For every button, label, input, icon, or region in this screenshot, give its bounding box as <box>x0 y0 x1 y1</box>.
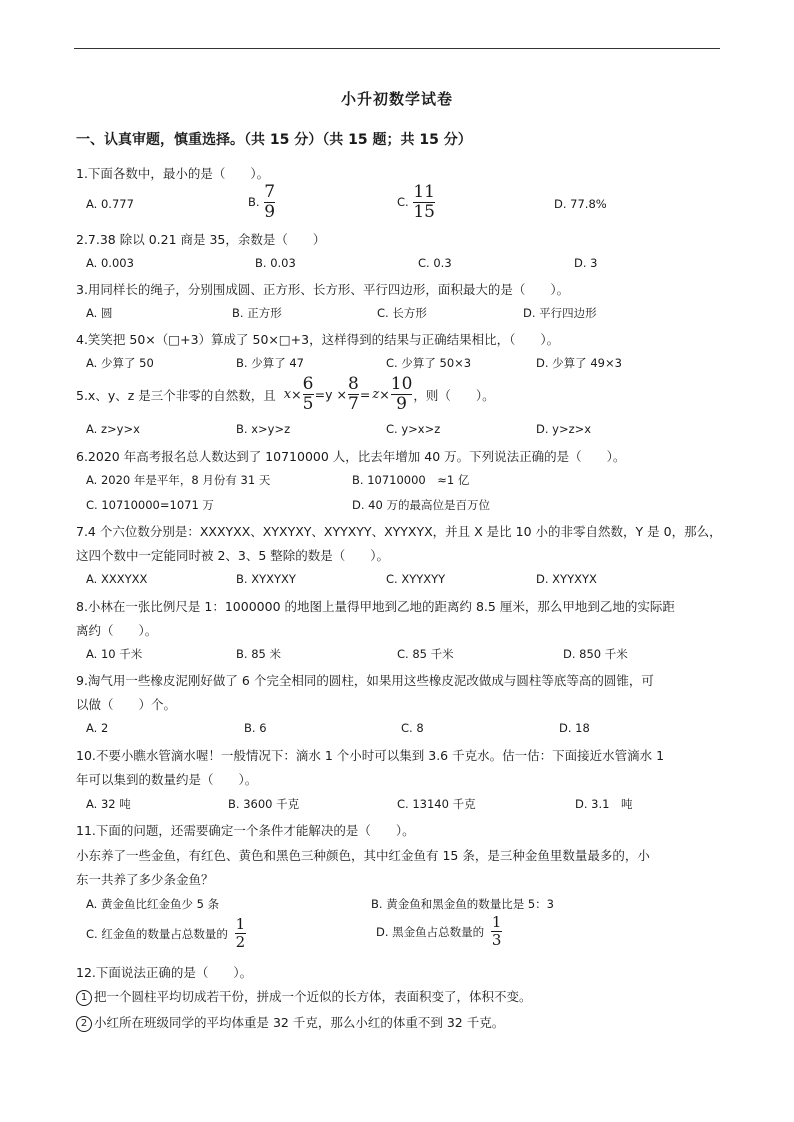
q2-option-b: B. 0.03 <box>255 256 296 270</box>
q5-equals-y: =y × <box>314 387 347 402</box>
q12-statement-2 <box>76 1013 504 1032</box>
q12-statement-1 <box>76 987 532 1006</box>
question-11-body-cont: 东一共养了多少条金鱼？ <box>76 872 214 887</box>
question-4: 4.笑笑把 50×（□+3）算成了 50×□+3，这样得到的结果与正确结果相比，（ ）。 <box>76 332 560 347</box>
q5-fraction-1 <box>303 376 314 413</box>
q9-option-b: B. 6 <box>244 721 267 735</box>
q11-option-c-fraction <box>235 917 246 950</box>
q1-option-b-fraction <box>264 184 275 221</box>
q4-option-d: D. 少算了 49×3 <box>536 356 622 370</box>
q3-option-c: C. 长方形 <box>377 306 427 320</box>
q9-option-d: D. 18 <box>559 721 590 735</box>
q10-option-a: A. 32 吨 <box>86 797 131 811</box>
q5-suffix: ，则（ ）。 <box>413 387 495 403</box>
q7-option-d: D. XYYXYX <box>536 572 597 586</box>
q5-var-z: z <box>372 387 380 402</box>
q11-option-c <box>86 917 247 950</box>
q4-option-c: C. 少算了 50×3 <box>386 356 472 370</box>
question-7-cont: 这四个数中一定能同时被 2、3、5 整除的数是（ ）。 <box>76 548 390 563</box>
q5-var-x: x <box>283 387 292 402</box>
q6-option-b: B. 10710000 ≈1 亿 <box>352 473 470 487</box>
q5-option-d: D. y>z>x <box>536 422 592 436</box>
question-12: 12.下面说法正确的是（ ）。 <box>76 965 253 980</box>
q8-option-a: A. 10 千米 <box>86 647 143 661</box>
question-6: 6.2020 年高考报名总人数达到了 10710000 人，比去年增加 40 万。下列说法正确的是（ ）。 <box>76 449 626 464</box>
q1-option-b-label: B. <box>248 195 260 209</box>
q1-option-c-label: C. <box>397 195 409 209</box>
fraction-numerator: 8 <box>348 374 359 394</box>
q8-option-c: C. 85 千米 <box>397 647 454 661</box>
q3-option-b: B. 正方形 <box>232 306 282 320</box>
q7-option-c: C. XYYXYY <box>386 572 446 586</box>
question-11-body: 小东养了一些金鱼，有红色、黄色和黑色三种颜色，其中红金鱼有 15 条，是三种金鱼里数量最多的，小 <box>76 848 650 863</box>
q9-option-a: A. 2 <box>86 721 109 735</box>
fraction-numerator: 6 <box>302 374 314 394</box>
q6-option-d: D. 40 万的最高位是百万位 <box>352 498 490 512</box>
q7-option-a: A. XXXYXX <box>86 572 148 586</box>
q1-option-c-fraction <box>413 184 435 221</box>
question-5 <box>76 376 495 413</box>
q5-times: × <box>379 387 390 402</box>
circled-number-1: 1 <box>76 990 92 1006</box>
q5-times: × <box>291 387 302 402</box>
question-10: 10.不要小瞧水管滴水喔！一般情况下：滴水 1 个小时可以集到 3.6 千克水。估一估：下面接近水管滴水 1 <box>76 748 665 763</box>
q1-option-a: A. 0.777 <box>86 197 134 211</box>
fraction-denominator: 5 <box>302 394 314 414</box>
q4-option-b: B. 少算了 47 <box>236 356 304 370</box>
q7-option-b: B. XYXYXY <box>236 572 296 586</box>
q3-option-a: A. 圆 <box>86 306 113 320</box>
q8-option-b: B. 85 米 <box>236 647 281 661</box>
q2-option-a: A. 0.003 <box>86 256 134 270</box>
fraction-denominator: 9 <box>264 202 276 222</box>
section-heading: 一、认真审题，慎重选择。（共 15 分）（共 15 题；共 15 分） <box>76 132 472 148</box>
q1-option-c <box>397 184 436 221</box>
fraction-denominator: 3 <box>491 931 502 949</box>
q11-option-a: A. 黄金鱼比红金鱼少 5 条 <box>86 897 220 911</box>
q11-option-d-text: D. 黑金鱼占总数量的 <box>376 924 485 939</box>
header-rule <box>74 48 720 49</box>
q5-equals: = <box>359 387 371 402</box>
q3-option-d: D. 平行四边形 <box>523 306 597 320</box>
q6-option-c: C. 10710000=1071 万 <box>86 498 214 512</box>
fraction-numerator: 1 <box>235 915 246 933</box>
q8-option-d: D. 850 千米 <box>563 647 628 661</box>
question-11: 11.下面的问题，还需要确定一个条件才能解决的是（ ）。 <box>76 823 415 838</box>
q5-option-c: C. y>x>z <box>386 422 441 436</box>
q10-option-c: C. 13140 千克 <box>397 797 476 811</box>
q12-statement-2-text: 小红所在班级同学的平均体重是 32 千克，那么小红的体重不到 32 千克。 <box>94 1015 505 1030</box>
question-1: 1.下面各数中，最小的是（ ）。 <box>76 166 270 181</box>
fraction-denominator: 15 <box>413 202 435 222</box>
q11-option-d <box>376 915 503 948</box>
q4-option-a: A. 少算了 50 <box>86 356 154 370</box>
q5-option-a: A. z>y>x <box>86 422 140 436</box>
fraction-denominator: 2 <box>235 933 246 951</box>
question-8-cont: 离约（ ）。 <box>76 623 158 638</box>
question-2: 2.7.38 除以 0.21 商是 35，余数是（ ） <box>76 232 326 247</box>
fraction-denominator: 9 <box>396 394 407 414</box>
question-10-cont: 年可以集到的数量约是（ ）。 <box>76 772 258 787</box>
q11-option-c-text: C. 红金鱼的数量占总数量的 <box>86 926 228 941</box>
q9-option-c: C. 8 <box>401 721 424 735</box>
question-3: 3.用同样长的绳子，分别围成圆、正方形、长方形、平行四边形，面积最大的是（ ）。 <box>76 282 570 297</box>
fraction-denominator: 7 <box>348 394 359 414</box>
q2-option-c: C. 0.3 <box>418 256 452 270</box>
q11-option-d-fraction <box>491 915 502 948</box>
q10-option-b: B. 3600 千克 <box>228 797 300 811</box>
q5-prefix: 5.x、y、z 是三个非零的自然数，且 <box>76 387 276 403</box>
fraction-numerator: 7 <box>264 182 276 202</box>
q2-option-d: D. 3 <box>574 256 598 270</box>
q11-option-b: B. 黄金鱼和黑金鱼的数量比是 5：3 <box>371 897 554 911</box>
question-7: 7.4 个六位数分别是：XXXYXX、XYXYXY、XYYXYY、XYYXYX，并且 X 是比 10 小的非零自然数，Y 是 0，那么， <box>76 524 722 539</box>
q5-option-b: B. x>y>z <box>236 422 291 436</box>
question-8: 8.小林在一张比例尺是 1：1000000 的地图上量得甲地到乙地的距离约 8.5 厘米，那么甲地到乙地的实际距 <box>76 599 675 614</box>
q5-fraction-3 <box>391 376 413 413</box>
fraction-numerator: 1 <box>491 913 502 931</box>
question-9-cont: 以做（ ）个。 <box>76 697 177 712</box>
page-title: 小升初数学试卷 <box>340 90 453 108</box>
fraction-numerator: 10 <box>390 374 413 394</box>
q12-statement-1-text: 把一个圆柱平均切成若干份，拼成一个近似的长方体，表面积变了，体积不变。 <box>94 989 532 1004</box>
q5-fraction-2 <box>348 376 359 413</box>
question-9: 9.淘气用一些橡皮泥刚好做了 6 个完全相同的圆柱，如果用这些橡皮泥改做成与圆柱等底等高的圆锥，可 <box>76 673 654 688</box>
circled-number-2: 2 <box>76 1016 92 1032</box>
q1-option-b <box>248 184 276 221</box>
q6-option-a: A. 2020 年是平年，8 月份有 31 天 <box>86 473 271 487</box>
q1-option-d: D. 77.8% <box>554 197 607 211</box>
q10-option-d: D. 3.1 吨 <box>575 797 633 811</box>
fraction-numerator: 11 <box>413 182 435 202</box>
